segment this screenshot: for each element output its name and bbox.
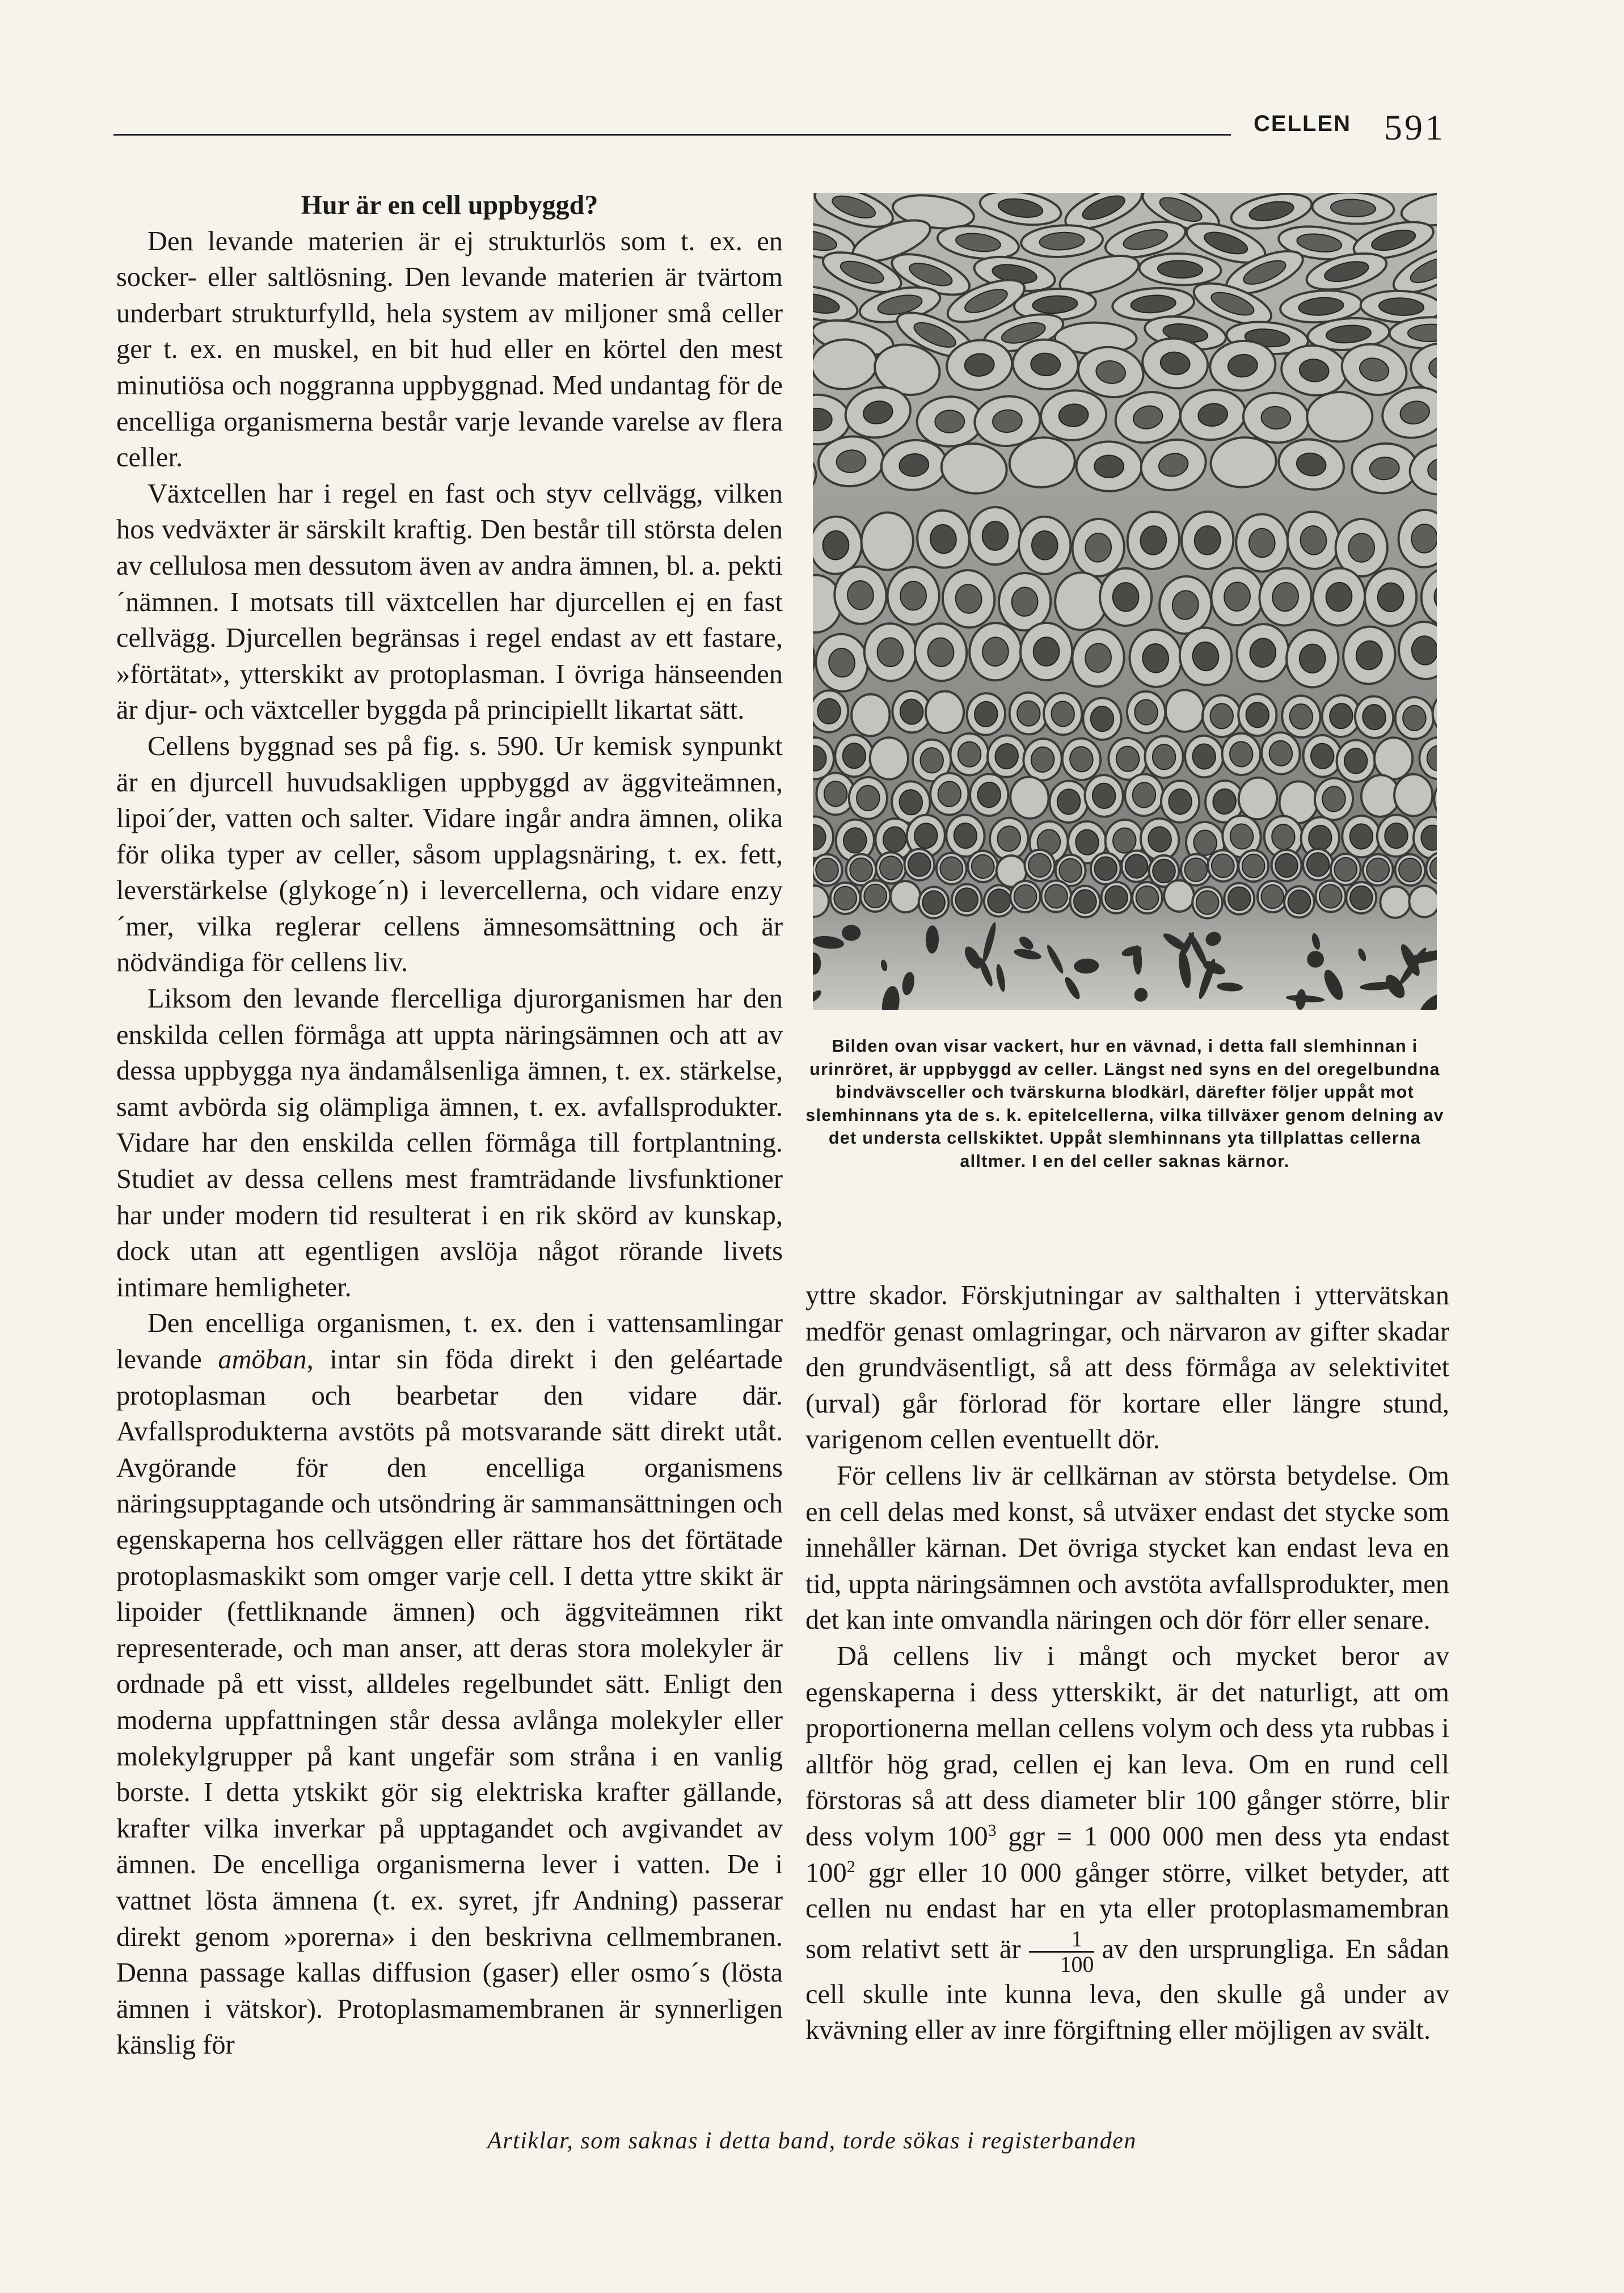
footer-note: Artiklar, som saknas i detta band, torde sökas i registerbanden [487,2128,1137,2154]
cell-nucleus [1153,744,1176,769]
figure-caption: Bilden ovan visar vackert, hur en vävnad, i detta fall slemhinnan i urinröret, är uppbyggd av celler. Längst ned syns en del oregelbundna bindvävsceller och tvärskurna blodkärl, därefter följer uppåt mot slemhinnans yta de s. k. epitelcellerna, vilka tillväxer genom delning av det understa cellskiktet. Uppåt slemhinnans yta tillplattas cellerna alltmer. I en del celler saknas kärnor. [805,1036,1444,1171]
cell-nucleus [1033,637,1060,666]
fraction-denominator: 100 [1060,1951,1094,1977]
cell-nucleus [856,785,880,811]
cell-nucleus [1044,884,1068,909]
paragraph: Cellens byggnad ses på fig. s. 590. Ur kemisk synpunkt är en djurcell huvudsakligen uppbyggd av äggviteämnen, lipoi´der, vatten och salter. Vidare ingår andra ämnen, olika för olika typer av celler, såsom upplagsnäring, t. ex. fett, leverstärkelse (glykoge´n) i levercellerna, och vidare enzy´mer, vilka reglerar cellens ämnesomsättning och är nödvändiga för cellens liv. [116,731,783,978]
cell-nucleus [850,858,873,882]
cell-nucleus [958,741,981,767]
cell-nucleus [1260,884,1284,909]
paragraph: Liksom den levande flercelliga djurorganismen har den enskilda cellen förmåga att uppta näringsämnen och att av dessa uppbygga nya ändamålsenliga ämnen, t. ex. stärkelse, samt avbörda sig olämpliga ämnen, t. ex. avfallsprodukter. Vidare har den enskilda cellen förmåga till fortplantning. Studiet av dessa cellens mest framträdande livsfunktioner har under modern tid resulterat i en rik skörd av kunskap, dock utan att egentligen avslöja något rörande livets intimare hemligheter. [116,984,783,1303]
cell-nucleus [1031,530,1058,560]
cell-nucleus [1348,533,1375,563]
tissue-micrograph-drawing [813,193,1437,1010]
cell-nucleus [938,781,961,807]
text-run: , intar sin föda direkt i den geléartade protoplasman och bearbetar den vidare där. Avfallsprodukterna avstöts på motsvarande sätt direkt utåt. Avgörande för den encelliga organismens näringsupptagande och utsöndring är sammansättningen och egenskaperna hos cellväggen eller rättare hos det förtätade protoplasmaskikt som omger varje cell. I detta yttre skikt är lipoider (fettliknande ämnen) och äggviteämnen rikt representerade, och man anser, att deras stora molekyler är ordnade på ett visst, alldeles regelbundet sätt. Enligt den moderna uppfattningen står dessa avlånga molekyler eller molekylgrupper på kant ungefär som stråna i en vanlig borste. I detta ytskikt gör sig elektriska krafter gällande, krafter vilka inverkar på upptagandet och avgivandet av ämnen. De encelliga organismerna lever i vatten. De i vattnet lösta ämnena (t. ex. syret, jfr Andning) passerar direkt genom »porerna» i den beskrivna cellmembranen. Denna passage kallas diffusion (gaser) eller osmo´s (lösta ämnen i vätskor). Protoplasmamembranen är synnerligen känslig för [116,1344,783,2060]
epithelial-cell [1380,886,1411,919]
cell-nucleus [1196,891,1219,914]
left-column [116,187,783,2063]
text-run: Då cellens liv i mångt och mycket beror av egenskaperna i dess ytterskikt, är det naturligt, att om proportionerna mellan cellens volym och dess yta rubbas i alltför hög grad, cellen ej kan leva. Om en rund cell förstoras så att dess diameter blir 100 gånger större, blir dess volym 100 [805,1641,1449,1852]
text-run: ggr = 1 000 000 men dess yta endast 100 [805,1821,1449,1888]
section-heading: Hur är en cell uppbyggd? [301,190,598,220]
epithelial-cell [1306,391,1373,442]
superscript: 3 [988,1820,997,1840]
paragraph: Den levande materien är ej strukturlös som t. ex. en socker- eller saltlösning. Den levande materien är tvärtom underbart strukturfylld, hela system av miljoner små celler ger t. ex. en muskel, en bit hud eller en körtel den mest minutiösa och noggranna uppbyggnad. Med undantag för de encelliga organismerna består varje levande varelse av flera celler. [116,226,783,473]
epithelial-cell [1165,690,1204,732]
header-rule [113,134,1231,136]
epithelial-cell [870,737,908,779]
paragraph [116,1305,783,2063]
text-run: av den ursprungliga. En sådan cell skulle inte kunna leva, den skulle gå under av kvävning eller av inre förgiftning eller möjligen av svält. [805,1934,1450,2046]
superscript: 2 [846,1857,855,1876]
cell-nucleus [824,781,847,807]
cell-nucleus [1403,705,1426,731]
paragraph: För cellens liv är cellkärnan av största betydelse. Om en cell delas med konst, så utväxer endast det stycke som innehåller kärnan. Det övriga stycket kan endast leva en tid, uppta näringsämnen och avstöta avfallsprodukter, men det kan inte omvandla näringen och dör förr eller senare. [805,1460,1449,1636]
cell-nucleus [935,410,965,433]
fraction [1029,1927,1094,1976]
cell-nucleus [1350,824,1373,849]
cell-nucleus [833,886,857,911]
cell-nucleus [1169,789,1192,814]
cell-nucleus [1184,858,1207,882]
cell-nucleus [1246,702,1269,728]
cell-nucleus [1299,644,1326,673]
epithelial-cell [850,693,891,737]
cell-nucleus [982,521,1009,550]
cell-nucleus [842,743,866,769]
page-number: 591 [1384,107,1445,147]
right-column [805,1278,1449,2048]
connective-tissue-cell [842,925,860,941]
paragraph [805,1638,1449,2048]
epithelial-cell [1373,737,1414,781]
epithelial-cell [925,690,965,734]
paragraph: Växtcellen har i regel en fast och styv cellvägg, vilken hos vedväxter är särskilt kraftig. Den består till största delen av cellulosa men dessutom även av andra ämnen, bl. a. pekti´nämnen. I motsats till växtcellen har djurcellen ej en fast cellvägg. Djurcellen begränsas i regel endast av ett fastare, »förtätat», ytterskikt av protoplasman. I övriga hänseenden är djur- och växtceller byggda på principiellt likartat sätt. [116,478,783,726]
epithelial-cell [1394,774,1432,816]
emphasis-term: amöban [218,1344,307,1375]
cell-nucleus [922,890,946,914]
tissue-micrograph-image [813,193,1437,1010]
text-run: ggr eller 10 000 gånger större, vilket betyder, att cellen nu endast har en yta eller protoplasmamembran som relativt sett är [805,1857,1449,1965]
cell-nucleus [1059,858,1082,882]
cell-nucleus [920,748,944,773]
text-run: Den encelliga organismen, t. ex. den i vattensamlingar levande [116,1308,783,1375]
cell-nucleus [1152,859,1176,884]
cell-nucleus [1094,455,1124,478]
cell-nucleus [1210,703,1233,729]
cell-nucleus [1113,583,1139,612]
running-head: CELLEN [1254,111,1351,136]
cell-nucleus [1125,854,1149,878]
cell-nucleus [900,581,927,610]
fraction-numerator: 1 [1029,1927,1094,1953]
cell-nucleus [1105,886,1128,909]
cell-nucleus [1344,748,1368,773]
paragraph: yttre skador. Förskjutningar av salthalten i yttervätskan medför genast omlagringar, och närvaron av gifter skadar den grundväsentligt, så att dess förmåga av selektivitet (urval) går förlorad för kortare eller längre stund, varigenom cellen eventuellt dör. [805,1280,1449,1455]
cell-nucleus [1307,853,1330,876]
cell-nucleus [1090,706,1114,732]
